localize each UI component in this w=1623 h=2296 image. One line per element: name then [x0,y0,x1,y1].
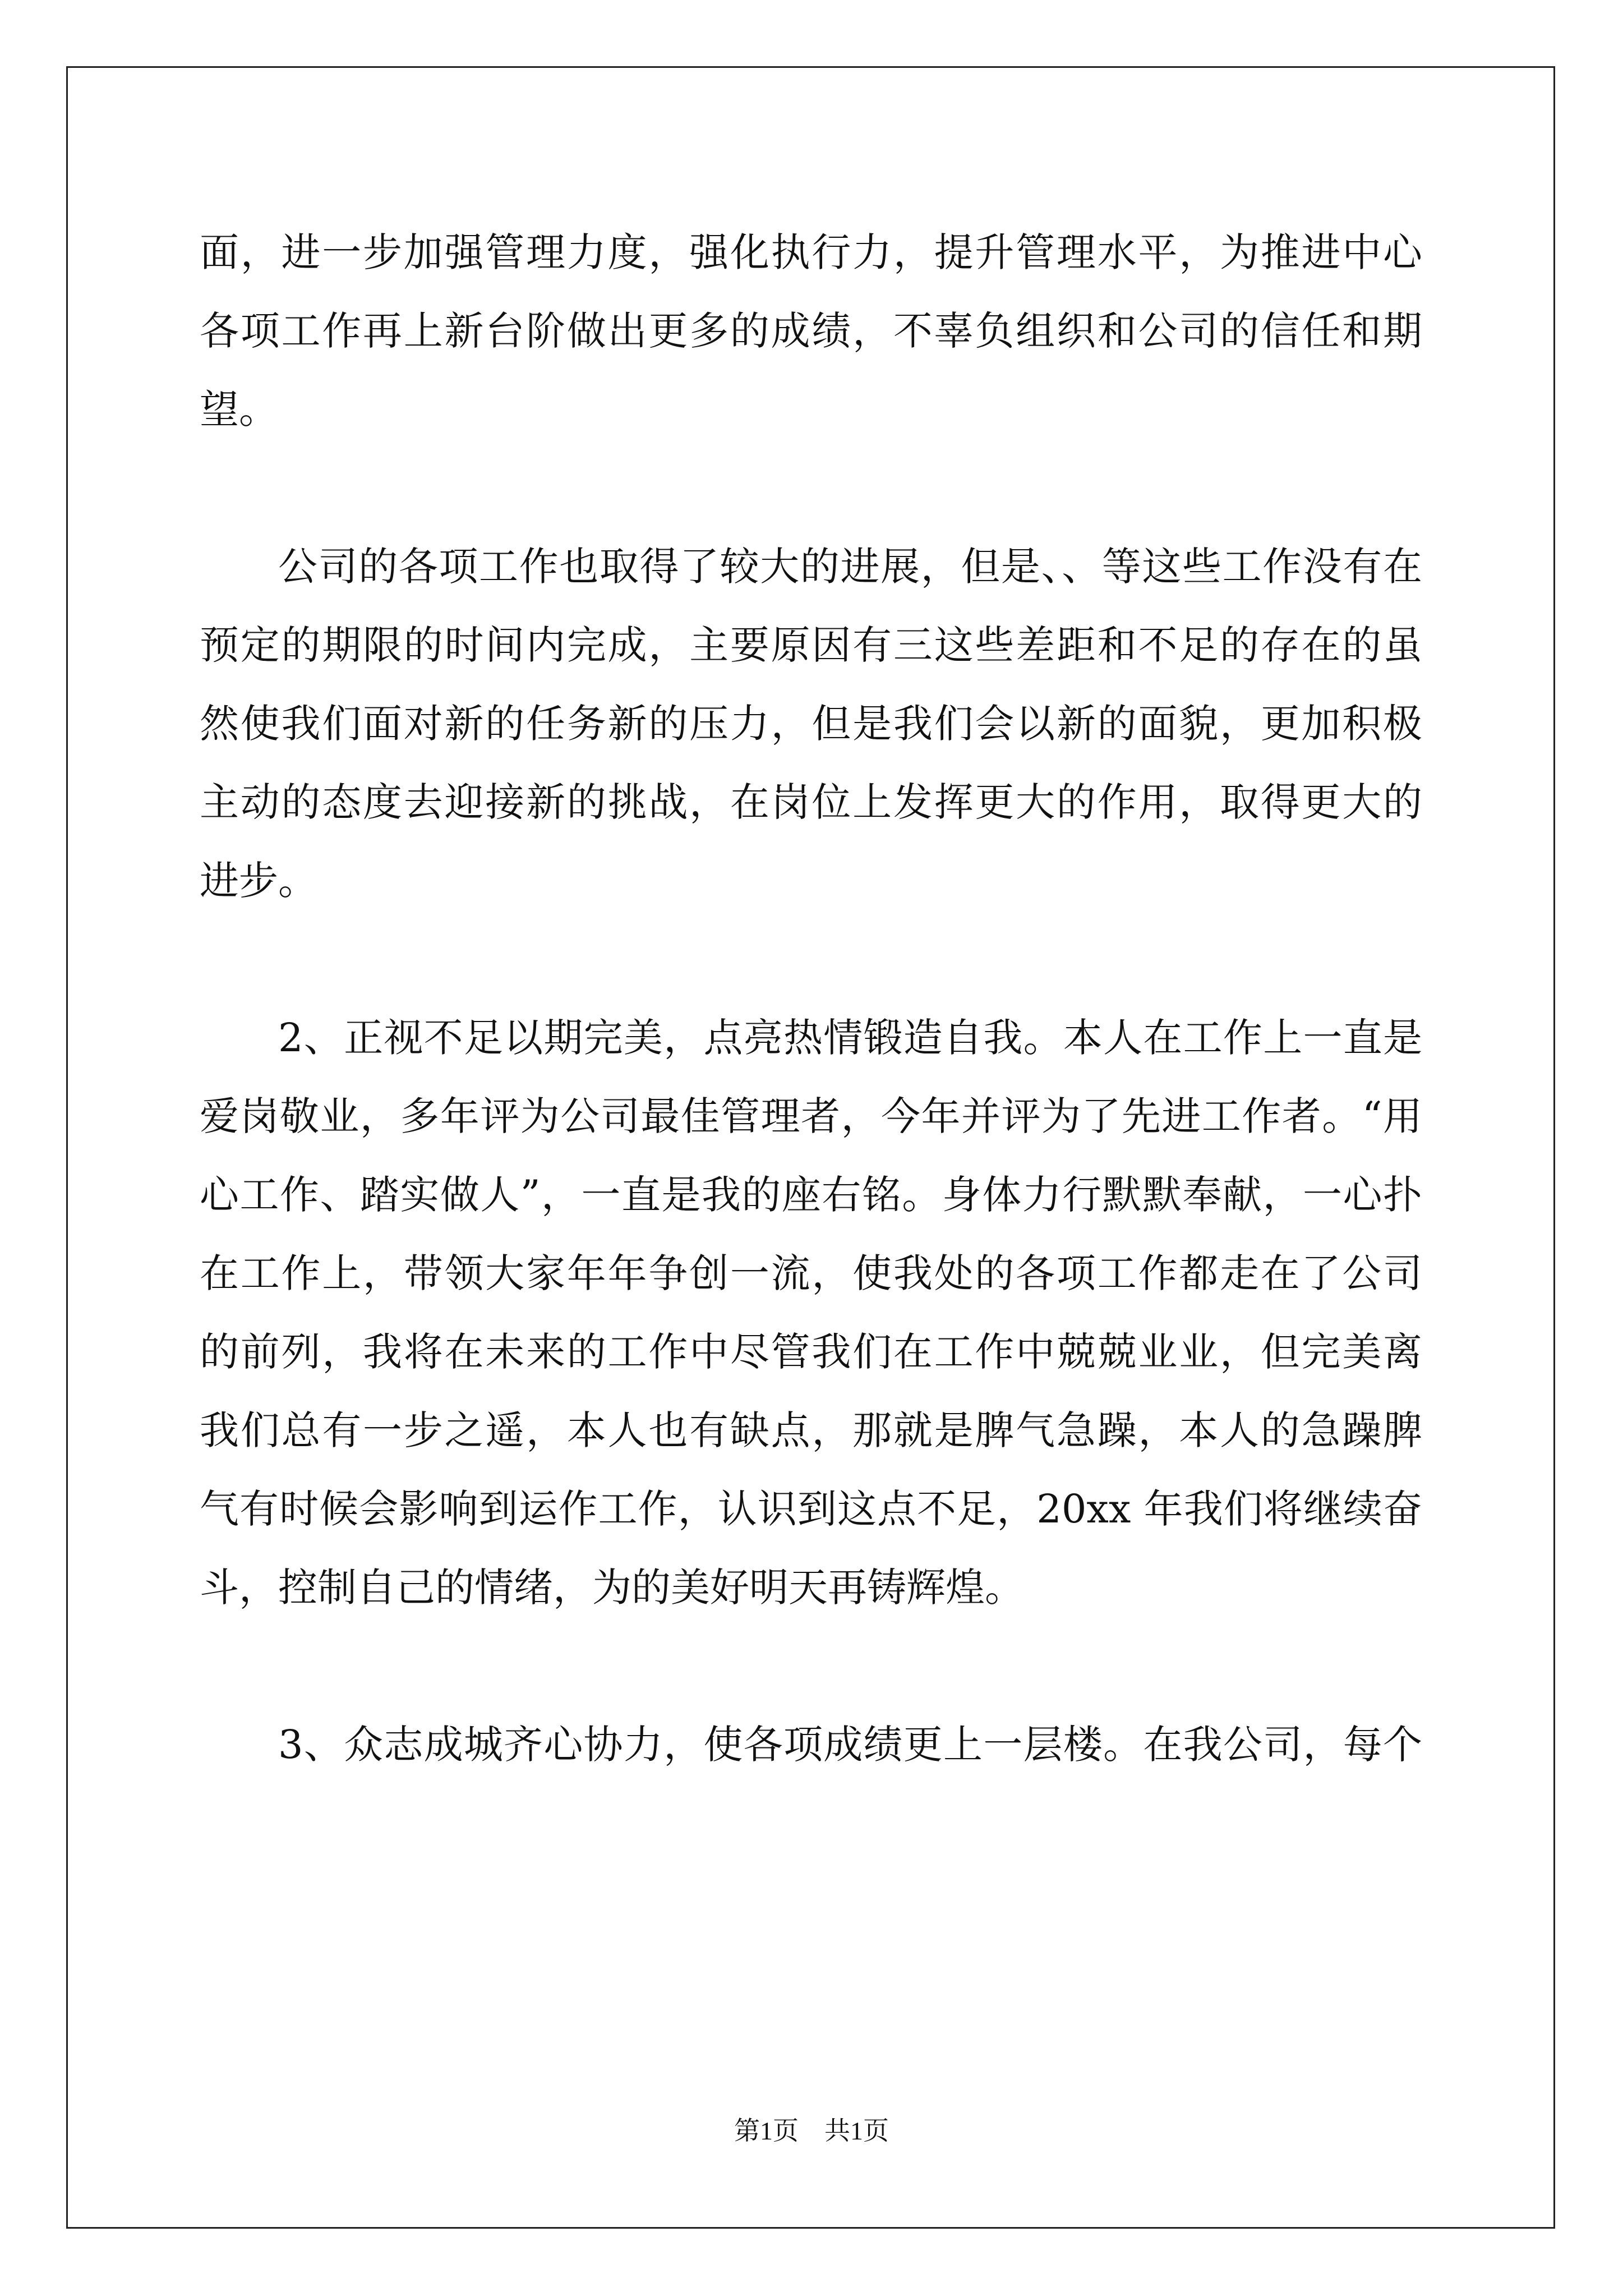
text-line: 进步。 [200,858,317,904]
text-line: 心工作、踏实做人”，一直是我的座右铭。身体力行默默奉献，一心扑 [200,1172,1422,1218]
document-body [200,213,1422,1784]
paragraph [200,213,1422,449]
text-line: 斗，控制自己的情绪，为的美好明天再铸辉煌。 [200,1565,1024,1611]
text-line: 我们总有一步之遥，本人也有缺点，那就是脾气急躁，本人的急躁脾 [200,1407,1422,1453]
page-number-footer: 第1页 共1页 [734,2116,889,2145]
text-line: 公司的各项工作也取得了较大的进展，但是、、等这些工作没有在 [278,544,1422,590]
paragraph [200,999,1422,1627]
text-line: 各项工作再上新台阶做出更多的成绩，不辜负组织和公司的信任和期 [200,308,1422,354]
paragraph [200,1705,1422,1784]
text-line: 主动的态度去迎接新的挑战，在岗位上发挥更大的作用，取得更大的 [200,779,1422,825]
text-line: 气有时候会影响到运作工作，认识到这点不足，20xx 年我们将继续奋 [200,1486,1422,1532]
text-line: 预定的期限的时间内完成，主要原因有三这些差距和不足的存在的虽 [200,622,1422,668]
text-line: 爱岗敬业，多年评为公司最佳管理者，今年并评为了先进工作者。“用 [200,1093,1422,1139]
text-line: 面，进一步加强管理力度，强化执行力，提升管理水平，为推进中心 [200,229,1422,275]
text-line: 在工作上，带领大家年年争创一流，使我处的各项工作都走在了公司 [200,1250,1422,1296]
paragraph [200,527,1422,920]
text-line: 3、众志成城齐心协力，使各项成绩更上一层楼。在我公司，每个 [278,1722,1422,1768]
text-line: 2、正视不足以期完美，点亮热情锻造自我。本人在工作上一直是 [278,1015,1422,1061]
text-line: 望。 [200,386,278,432]
text-line: 然使我们面对新的任务新的压力，但是我们会以新的面貌，更加积极 [200,701,1422,747]
text-line: 的前列，我将在未来的工作中尽管我们在工作中兢兢业业，但完美离 [200,1329,1422,1375]
